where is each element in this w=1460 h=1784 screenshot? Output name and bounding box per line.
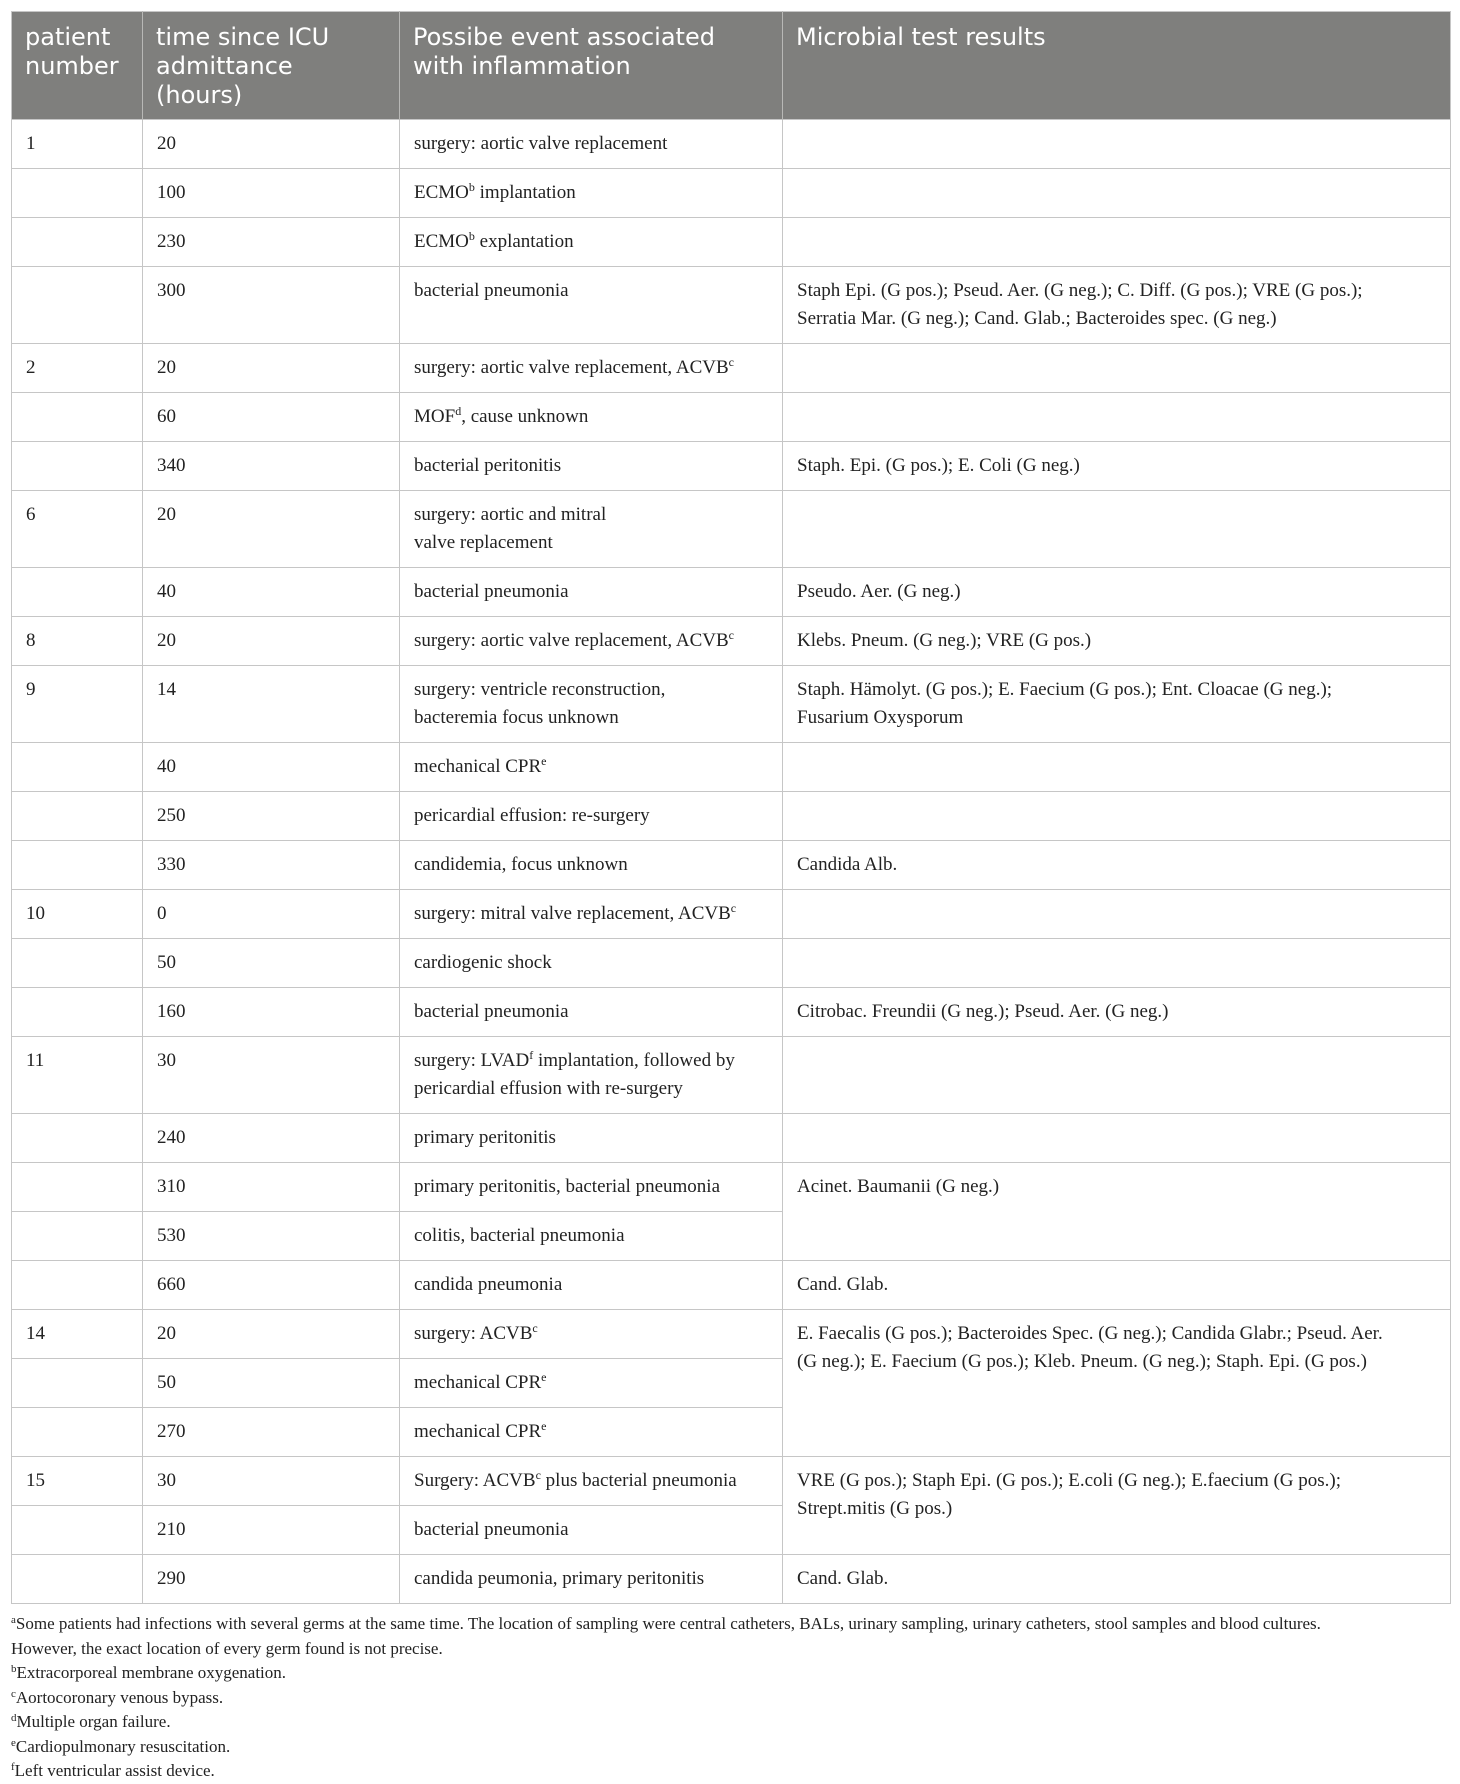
footnote-marker: b	[468, 229, 475, 243]
cell-time: 100	[143, 169, 400, 218]
event-text: surgery: aortic valve replacement, ACVB	[414, 357, 729, 378]
cell-time: 530	[143, 1212, 400, 1261]
cell-patient-number	[12, 792, 143, 841]
cell-event	[400, 792, 783, 841]
table-row	[12, 666, 1451, 743]
footnote-marker: c	[730, 901, 737, 915]
footnote	[11, 1759, 1450, 1784]
table-row	[12, 1163, 1451, 1212]
footnote-text: However, the exact location of every germ found is not precise.	[11, 1638, 443, 1658]
cell-time: 20	[143, 1310, 400, 1359]
cell-event	[400, 1114, 783, 1163]
header-patient-number: patient number	[12, 12, 143, 120]
table-row	[12, 218, 1451, 267]
cell-patient-number: 8	[12, 617, 143, 666]
cell-time: 20	[143, 617, 400, 666]
event-text: bacterial pneumonia	[414, 280, 569, 301]
event-text: bacterial peritonitis	[414, 455, 562, 476]
cell-event	[400, 218, 783, 267]
cell-time: 210	[143, 1506, 400, 1555]
event-text: bacterial pneumonia	[414, 1001, 569, 1022]
cell-microbial-results	[783, 344, 1451, 393]
cell-patient-number: 2	[12, 344, 143, 393]
footnote-marker: e	[11, 1736, 16, 1749]
event-line: pericardial effusion with re-surgery	[414, 1078, 683, 1099]
footnote	[11, 1710, 1450, 1735]
event-text: implantation	[474, 182, 576, 203]
cell-patient-number	[12, 1212, 143, 1261]
event-text: cardiogenic shock	[414, 952, 552, 973]
cell-time: 30	[143, 1037, 400, 1114]
cell-microbial-results	[783, 617, 1451, 666]
cell-event	[400, 1555, 783, 1604]
cell-time: 20	[143, 491, 400, 568]
cell-time: 330	[143, 841, 400, 890]
event-text: candidemia, focus unknown	[414, 854, 628, 875]
cell-patient-number: 1	[12, 120, 143, 169]
cell-time: 240	[143, 1114, 400, 1163]
cell-patient-number	[12, 169, 143, 218]
microbial-text: Pseudo. Aer. (G neg.)	[797, 581, 961, 602]
microbial-line: Staph. Hämolyt. (G pos.); E. Faecium (G pos.); Ent. Cloacae (G neg.);	[797, 679, 1333, 700]
cell-time: 340	[143, 442, 400, 491]
cell-microbial-results	[783, 442, 1451, 491]
footnote	[11, 1637, 1450, 1662]
footnote-marker: d	[455, 404, 462, 418]
event-text: bacterial pneumonia	[414, 581, 569, 602]
cell-patient-number	[12, 1555, 143, 1604]
event-text: mechanical CPR	[414, 1372, 542, 1393]
event-line: bacteremia focus unknown	[414, 707, 619, 728]
cell-microbial-results	[783, 1555, 1451, 1604]
cell-microbial-results	[783, 841, 1451, 890]
table-row	[12, 169, 1451, 218]
cell-time: 20	[143, 120, 400, 169]
table-row	[12, 939, 1451, 988]
cell-microbial-results	[783, 792, 1451, 841]
cell-time: 20	[143, 344, 400, 393]
footnote-marker: e	[541, 754, 547, 768]
footnote-marker: a	[11, 1614, 16, 1626]
cell-time: 250	[143, 792, 400, 841]
footnote-marker: c	[11, 1687, 16, 1700]
cell-microbial-results	[783, 169, 1451, 218]
event-text: explantation	[474, 231, 574, 252]
footnote-text: Cardiopulmonary resuscitation.	[15, 1736, 231, 1756]
cell-microbial-results	[783, 120, 1451, 169]
event-text: mechanical CPR	[414, 1421, 542, 1442]
microbial-text: Cand. Glab.	[797, 1568, 889, 1589]
event-text: Surgery: ACVB	[414, 1470, 536, 1491]
event-text: surgery: aortic valve replacement	[414, 133, 668, 154]
table-row	[12, 1037, 1451, 1114]
cell-time: 50	[143, 1359, 400, 1408]
footnote	[11, 1661, 1450, 1686]
footnote-marker: f	[11, 1761, 15, 1773]
cell-time: 50	[143, 939, 400, 988]
event-text: , cause unknown	[461, 406, 589, 427]
table-row	[12, 442, 1451, 491]
table-row	[12, 344, 1451, 393]
microbial-line: VRE (G pos.); Staph Epi. (G pos.); E.coli (G neg.); E.faecium (G pos.);	[797, 1470, 1342, 1491]
cell-patient-number	[12, 988, 143, 1037]
table-row	[12, 1261, 1451, 1310]
header-event: Possibe event associated with inflammation	[400, 12, 783, 120]
table-row	[12, 792, 1451, 841]
cell-microbial-results	[783, 743, 1451, 792]
event-text: candida peumonia, primary peritonitis	[414, 1568, 705, 1589]
footnote-marker: f	[529, 1048, 534, 1062]
footnote-marker: e	[541, 1370, 547, 1384]
cell-time: 230	[143, 218, 400, 267]
cell-event	[400, 1212, 783, 1261]
table-row	[12, 1555, 1451, 1604]
event-line: valve replacement	[414, 532, 553, 553]
event-text: surgery: mitral valve replacement, ACVB	[414, 903, 731, 924]
cell-patient-number	[12, 1359, 143, 1408]
microbial-line: Serratia Mar. (G neg.); Cand. Glab.; Bacteroides spec. (G neg.)	[797, 308, 1277, 329]
table-row	[12, 1114, 1451, 1163]
footnote-text: Aortocoronary venous bypass.	[15, 1687, 224, 1707]
footnote-text: Some patients had infections with several germs at the same time. The location of sampling were central catheters, BALs, urinary sampling, urinary catheters, stool samples and blood cultures.	[15, 1614, 1321, 1633]
event-text: mechanical CPR	[414, 756, 542, 777]
cell-event	[400, 120, 783, 169]
cell-time: 14	[143, 666, 400, 743]
cell-patient-number	[12, 939, 143, 988]
cell-event	[400, 442, 783, 491]
header-microbial-results: Microbial test results	[783, 12, 1451, 120]
table-row	[12, 988, 1451, 1037]
cell-event	[400, 988, 783, 1037]
cell-patient-number	[12, 1261, 143, 1310]
microbial-text: Cand. Glab.	[797, 1274, 889, 1295]
table-row	[12, 120, 1451, 169]
event-text: MOF	[414, 406, 456, 427]
cell-patient-number	[12, 442, 143, 491]
cell-event	[400, 1457, 783, 1506]
cell-microbial-results	[783, 1310, 1451, 1457]
microbial-line: (G neg.); E. Faecium (G pos.); Kleb. Pneum. (G neg.); Staph. Epi. (G pos.)	[797, 1351, 1367, 1372]
cell-event	[400, 1037, 783, 1114]
microbial-text: Acinet. Baumanii (G neg.)	[797, 1176, 1000, 1197]
cell-microbial-results	[783, 1261, 1451, 1310]
table-row	[12, 491, 1451, 568]
table-body	[12, 120, 1451, 1604]
event-text: implantation, followed by	[533, 1050, 735, 1071]
cell-event	[400, 1506, 783, 1555]
cell-patient-number	[12, 218, 143, 267]
event-text: ECMO	[414, 231, 469, 252]
cell-patient-number	[12, 743, 143, 792]
footnote	[11, 1686, 1450, 1711]
cell-event	[400, 568, 783, 617]
footnote-marker: c	[728, 355, 734, 369]
table-row	[12, 1310, 1451, 1359]
cell-patient-number	[12, 267, 143, 344]
cell-event	[400, 267, 783, 344]
event-text: pericardial effusion: re-surgery	[414, 805, 650, 826]
cell-patient-number: 10	[12, 890, 143, 939]
cell-microbial-results	[783, 1037, 1451, 1114]
event-text: surgery: ACVB	[414, 1323, 533, 1344]
cell-patient-number: 14	[12, 1310, 143, 1359]
microbial-line: Staph Epi. (G pos.); Pseud. Aer. (G neg.); C. Diff. (G pos.); VRE (G pos.);	[797, 280, 1363, 301]
table-row	[12, 890, 1451, 939]
event-text: plus bacterial pneumonia	[540, 1470, 737, 1491]
table-row	[12, 841, 1451, 890]
footnote-marker: c	[728, 628, 734, 642]
table-row	[12, 1457, 1451, 1506]
cell-event	[400, 743, 783, 792]
footnote	[11, 1735, 1450, 1760]
cell-patient-number: 6	[12, 491, 143, 568]
table-container	[11, 11, 1450, 1784]
cell-microbial-results	[783, 939, 1451, 988]
cell-microbial-results	[783, 1163, 1451, 1261]
cell-microbial-results	[783, 666, 1451, 743]
microbial-line: Strept.mitis (G pos.)	[797, 1498, 953, 1519]
footnote-marker: d	[11, 1712, 17, 1724]
cell-time: 160	[143, 988, 400, 1037]
cell-microbial-results	[783, 568, 1451, 617]
cell-time: 660	[143, 1261, 400, 1310]
microbial-line: E. Faecalis (G pos.); Bacteroides Spec. (G neg.); Candida Glabr.; Pseud. Aer.	[797, 1323, 1383, 1344]
cell-microbial-results	[783, 1114, 1451, 1163]
footnote-marker: e	[541, 1419, 547, 1433]
table-row	[12, 393, 1451, 442]
event-text: bacterial pneumonia	[414, 1519, 569, 1540]
cell-patient-number	[12, 1408, 143, 1457]
footnote	[11, 1612, 1450, 1637]
footnote-marker: c	[535, 1468, 541, 1482]
cell-event	[400, 1163, 783, 1212]
cell-event	[400, 1408, 783, 1457]
microbial-text: Citrobac. Freundii (G neg.); Pseud. Aer. (G neg.)	[797, 1001, 1169, 1022]
header-time-since-icu: time since ICU admittance (hours)	[143, 12, 400, 120]
cell-time: 290	[143, 1555, 400, 1604]
cell-time: 270	[143, 1408, 400, 1457]
cell-patient-number: 9	[12, 666, 143, 743]
cell-microbial-results	[783, 1457, 1451, 1555]
event-text: candida pneumonia	[414, 1274, 563, 1295]
data-table	[11, 11, 1451, 1604]
cell-time: 300	[143, 267, 400, 344]
table-row	[12, 267, 1451, 344]
event-line: surgery: ventricle reconstruction,	[414, 679, 666, 700]
cell-microbial-results	[783, 393, 1451, 442]
cell-event	[400, 344, 783, 393]
footnote-text: Left ventricular assist device.	[14, 1761, 215, 1780]
footnote-marker: b	[468, 180, 475, 194]
cell-patient-number	[12, 1114, 143, 1163]
cell-event	[400, 491, 783, 568]
cell-microbial-results	[783, 218, 1451, 267]
cell-microbial-results	[783, 988, 1451, 1037]
event-text: surgery: aortic valve replacement, ACVB	[414, 630, 729, 651]
cell-patient-number	[12, 841, 143, 890]
table-row	[12, 743, 1451, 792]
event-line: surgery: aortic and mitral	[414, 504, 607, 525]
footnote-marker: b	[11, 1663, 17, 1675]
cell-event	[400, 169, 783, 218]
cell-event	[400, 841, 783, 890]
cell-event	[400, 393, 783, 442]
footnote-text: Extracorporeal membrane oxygenation.	[16, 1663, 287, 1682]
cell-event	[400, 1310, 783, 1359]
cell-event	[400, 1359, 783, 1408]
event-text: primary peritonitis	[414, 1127, 556, 1148]
microbial-text: Staph. Epi. (G pos.); E. Coli (G neg.)	[797, 455, 1080, 476]
cell-time: 30	[143, 1457, 400, 1506]
footnote-marker: c	[532, 1321, 538, 1335]
footnotes	[11, 1612, 1450, 1784]
cell-patient-number: 11	[12, 1037, 143, 1114]
event-text: surgery: LVAD	[414, 1050, 530, 1071]
cell-event	[400, 1261, 783, 1310]
event-text: primary peritonitis, bacterial pneumonia	[414, 1176, 721, 1197]
cell-event	[400, 666, 783, 743]
table-header	[12, 12, 1451, 120]
cell-event	[400, 939, 783, 988]
cell-patient-number	[12, 1506, 143, 1555]
microbial-text: Candida Alb.	[797, 854, 898, 875]
cell-time: 60	[143, 393, 400, 442]
cell-patient-number	[12, 393, 143, 442]
cell-event	[400, 890, 783, 939]
table-row	[12, 568, 1451, 617]
cell-patient-number	[12, 568, 143, 617]
event-text: ECMO	[414, 182, 469, 203]
microbial-line: Fusarium Oxysporum	[797, 707, 964, 728]
cell-microbial-results	[783, 890, 1451, 939]
cell-time: 40	[143, 743, 400, 792]
cell-microbial-results	[783, 491, 1451, 568]
table-row	[12, 617, 1451, 666]
footnote-text: Multiple organ failure.	[16, 1712, 171, 1731]
cell-patient-number: 15	[12, 1457, 143, 1506]
cell-patient-number	[12, 1163, 143, 1212]
cell-event	[400, 617, 783, 666]
cell-microbial-results	[783, 267, 1451, 344]
cell-time: 310	[143, 1163, 400, 1212]
event-text: colitis, bacterial pneumonia	[414, 1225, 625, 1246]
cell-time: 40	[143, 568, 400, 617]
microbial-text: Klebs. Pneum. (G neg.); VRE (G pos.)	[797, 630, 1092, 651]
cell-time: 0	[143, 890, 400, 939]
